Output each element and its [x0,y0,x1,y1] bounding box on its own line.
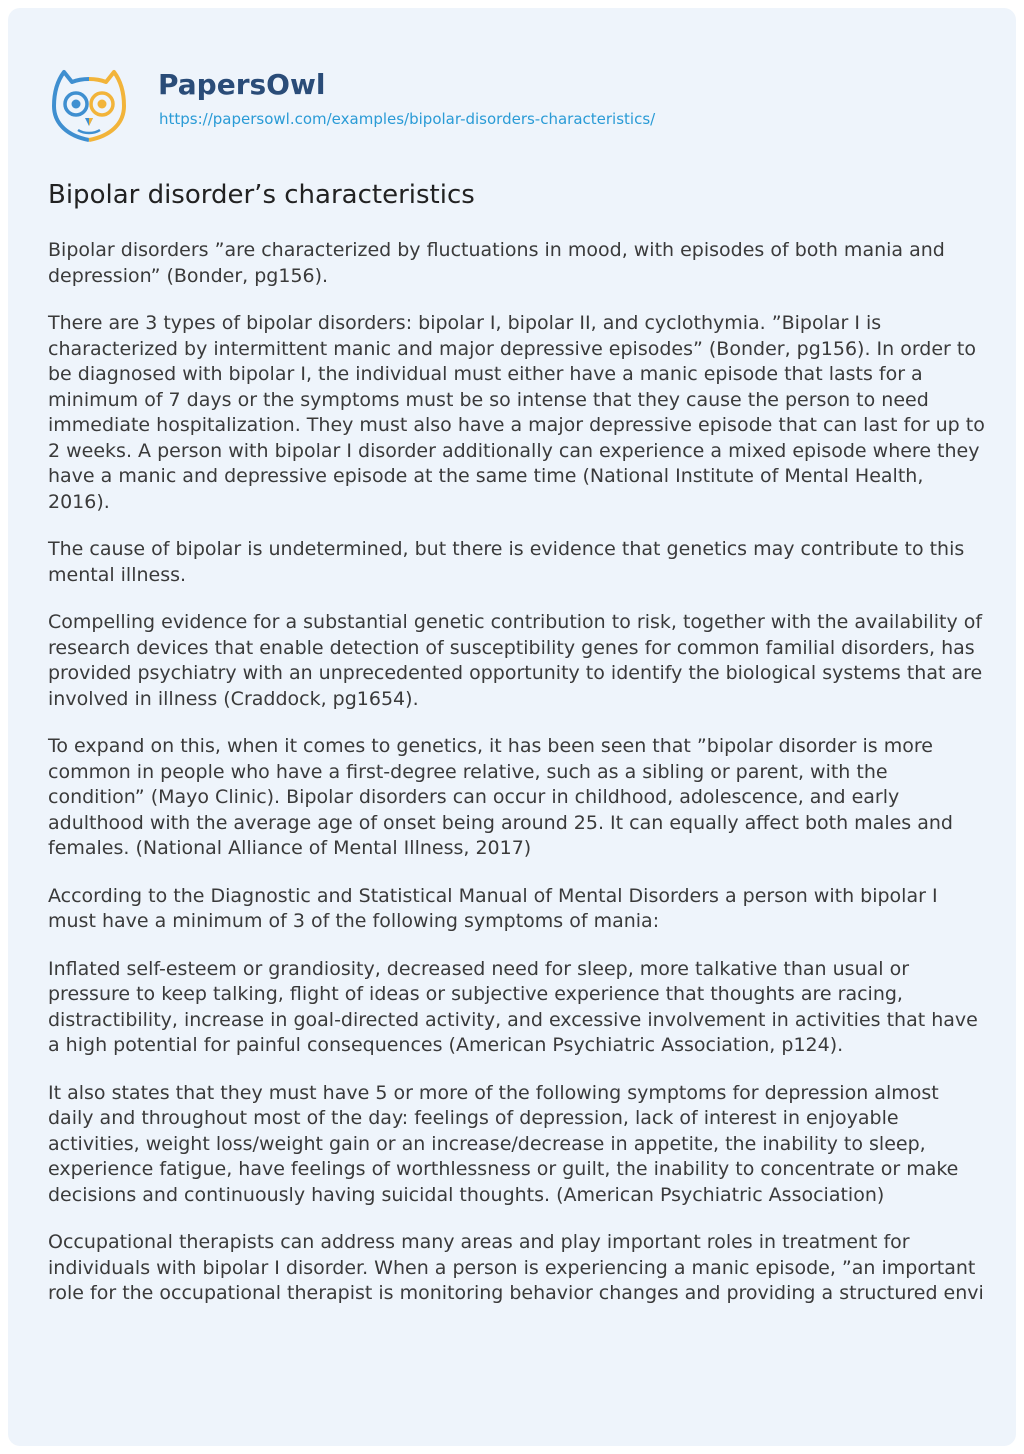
article-paragraph: It also states that they must have 5 or more of the following symptoms for depression almost daily and throughout most of the day: feelings of depression, lack of interest in enjoyable activities, weight loss/weight gain or an increase/decrease in appetite, the inability to sleep, experience fatigue, have feelings of worthlessness or guilt, the inability to concentrate or make decisions and continuously having suicidal thoughts. (American Psychiatric Association) [48,1081,959,1206]
article-paragraph: Bipolar disorders ”are characterized by fluctuations in mood, with episodes of both mania and depression” (Bonder, pg156). [48,239,945,287]
article-title: Bipolar disorder’s characteristics [48,180,475,210]
article-paragraph: To expand on this, when it comes to genetics, it has been seen that ”bipolar disorder is more common in people who have a first-degree relative, such as a sibling or parent, with the condition” (Mayo Clinic). Bipolar disorders can occur in childhood, adolescence, and early adulthood with the average age of onset being around 25. It can equally affect both males and females. (National Alliance of Mental Illness, 2017) [48,735,953,859]
owl-logo-icon[interactable] [48,66,130,146]
article-paragraph: According to the Diagnostic and Statistical Manual of Mental Disorders a person with bipolar I must have a minimum of 3 of the following symptoms of mania: [48,884,938,932]
article-paragraph: Inflated self-esteem or grandiosity, decreased need for sleep, more talkative than usual or pressure to keep talking, flight of ideas or subjective experience that thoughts are racing, distractibility, increase in goal-directed activity, and excessive involvement in activities that have a high potential for painful consequences (American Psychiatric Association, p124). [48,957,978,1056]
article-paragraph: There are 3 types of bipolar disorders: bipolar I, bipolar II, and cyclothymia. ”Bipolar I is characterized by intermittent manic and major depressive episodes” (Bonder, pg156). In order to be diagnosed with bipolar I, the individual must either have a manic episode that lasts for a minimum of 7 days or the symptoms must be so intense that they cause the person to need immediate hospitalization. They must also have a major depressive episode that can last for up to 2 weeks. A person with bipolar I disorder additionally can experience a mixed episode where they have a manic and depressive episode at the same time (National Institute of Mental Health, 2016). [48,312,985,513]
brand-name[interactable]: PapersOwl [158,68,326,101]
page-card [8,8,1016,1446]
article-paragraph: Occupational therapists can address many areas and play important roles in treatment for individuals with bipolar I disorder. When a person is experiencing a manic episode, ”an important role for the occupational therapist is monitoring behavior changes and providing a structured envi [48,1231,984,1304]
article-paragraph: Compelling evidence for a substantial genetic contribution to risk, together with the availability of research devices that enable detection of susceptibility genes for common familial disorders, has provided psychiatry with an unprecedented opportunity to identify the biological systems that are involved in illness (Craddock, pg1654). [48,611,983,710]
source-url-link[interactable]: https://papersowl.com/examples/bipolar-disorders-characteristics/ [159,110,656,128]
article-body [48,238,988,1329]
article-paragraph: The cause of bipolar is undetermined, but there is evidence that genetics may contribute to this mental illness. [48,538,965,586]
